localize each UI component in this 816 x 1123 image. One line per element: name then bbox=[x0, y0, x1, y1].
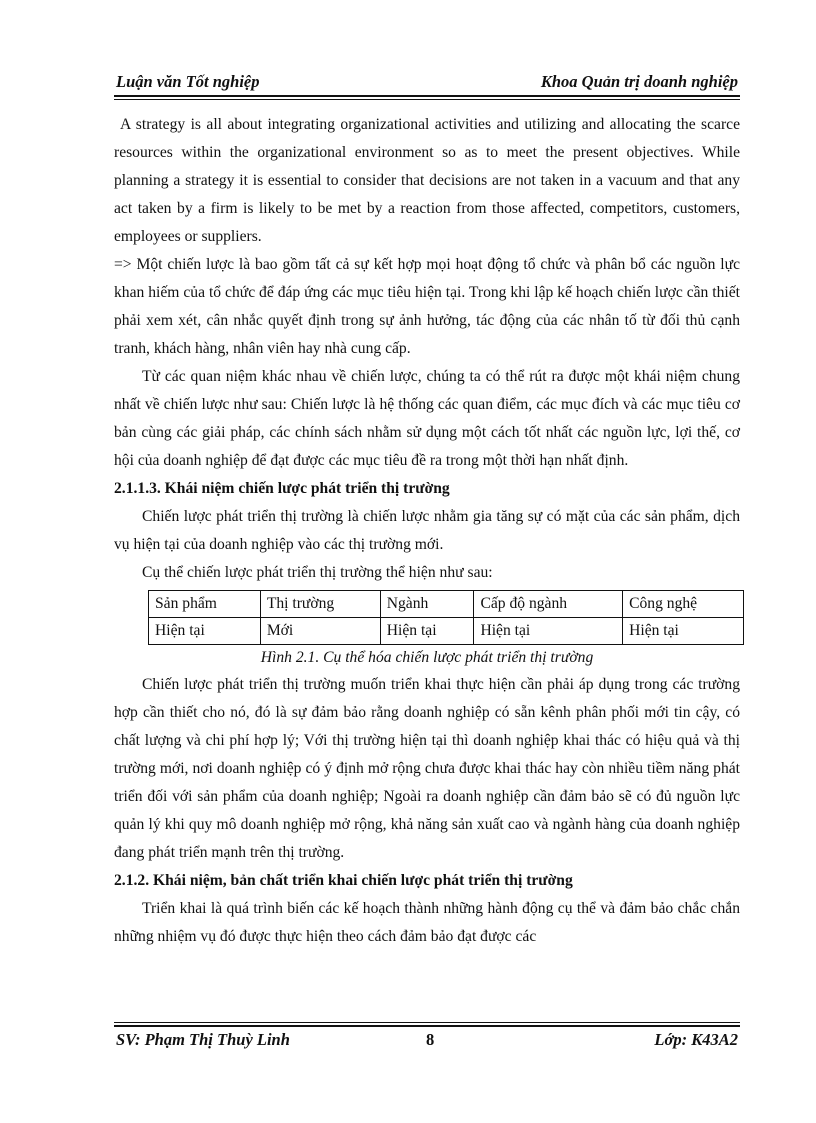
page-footer bbox=[114, 1030, 740, 1054]
table-cell: Hiện tại bbox=[474, 618, 623, 645]
header-faculty-label: Khoa Quản trị doanh nghiệp bbox=[540, 72, 738, 91]
page-number: 8 bbox=[426, 1030, 435, 1049]
paragraph-english-strategy: A strategy is all about integrating organizational activities and utilizing and allocating the scarce resources within the organizational environment so as to meet the present objectives. While planning a strategy it is essential to consider that decisions are not taken in a vacuum and that any act taken by a firm is likely to be met by a reaction from those affected, competitors, customers, employees or suppliers. bbox=[114, 116, 740, 245]
table-cell: Hiện tại bbox=[380, 618, 474, 645]
section-heading-2-1-1-3: 2.1.1.3. Khái niệm chiến lược phát triển thị trường bbox=[114, 480, 450, 497]
paragraph-strategy-translation: => Một chiến lược là bao gồm tất cả sự kết hợp mọi hoạt động tổ chức và phân bổ các nguồn lực khan hiếm của tổ chức để đáp ứng các mục tiêu hiện tại. Trong khi lập kế hoạch chiến lược cần thiết phải xem xét, cân nhắc quyết định trong sự ảnh hưởng, tác động của các nhân tố từ đối thủ cạnh tranh, khách hàng, nhân viên hay nhà cung cấp. bbox=[114, 256, 740, 357]
footer-rule bbox=[114, 1025, 740, 1027]
strategy-table bbox=[148, 590, 744, 645]
paragraph-conditions: Chiến lược phát triển thị trường muốn triển khai thực hiện cần phải áp dụng trong các trường hợp cần thiết cho nó, đó là sự đảm bảo rằng doanh nghiệp có sẵn kênh phân phối mới tin cậy, có chất lượng và chi phí hợp lý; Với thị trường hiện tại thì doanh nghiệp khai thác có hiệu quả và thị trường mới, nơi doanh nghiệp có ý định mở rộng chưa được khai thác hay còn nhiều tiềm năng phát triển đối với sản phẩm của doanh nghiệp; Ngoài ra doanh nghiệp cần đảm bảo sẽ có đủ nguồn lực quản lý khi quy mô doanh nghiệp mở rộng, khả năng sản xuất cao và ngành hàng của doanh nghiệp đang phát triển mạnh trên thị trường. bbox=[114, 676, 740, 861]
footer-class-label: Lớp: K43A2 bbox=[654, 1030, 738, 1049]
table-row bbox=[149, 618, 744, 645]
table-cell: Hiện tại bbox=[623, 618, 744, 645]
header-rule-thin bbox=[114, 99, 740, 100]
header-thesis-label: Luận văn Tốt nghiệp bbox=[116, 72, 260, 91]
paragraph-market-development: Chiến lược phát triển thị trường là chiến lược nhằm gia tăng sự có mặt của các sản phẩm, dịch vụ hiện tại của doanh nghiệp vào các thị trường mới. bbox=[114, 508, 740, 553]
figure-caption: Hình 2.1. Cụ thể hóa chiến lược phát triển thị trường bbox=[260, 649, 594, 666]
footer-student-name: SV: Phạm Thị Thuỳ Linh bbox=[116, 1030, 290, 1049]
header-rule bbox=[114, 95, 740, 97]
table-cell: Hiện tại bbox=[149, 618, 261, 645]
page-body bbox=[114, 111, 740, 951]
page-header bbox=[114, 70, 740, 94]
table-header-cell: Thị trường bbox=[260, 591, 380, 618]
table-header-cell: Ngành bbox=[380, 591, 474, 618]
section-heading-2-1-2: 2.1.2. Khái niệm, bản chất triển khai chiến lược phát triển thị trường bbox=[114, 872, 573, 889]
table-header-cell: Sản phẩm bbox=[149, 591, 261, 618]
table-header-row bbox=[149, 591, 744, 618]
table-header-cell: Công nghệ bbox=[623, 591, 744, 618]
paragraph-implementation: Triển khai là quá trình biến các kế hoạch thành những hành động cụ thể và đảm bảo chắc chắn những nhiệm vụ đó được thực hiện theo cách đảm bảo đạt được các bbox=[114, 900, 740, 945]
table-header-cell: Cấp độ ngành bbox=[474, 591, 623, 618]
table-cell: Mới bbox=[260, 618, 380, 645]
paragraph-table-intro: Cụ thể chiến lược phát triển thị trường thể hiện như sau: bbox=[142, 564, 493, 581]
paragraph-strategy-definition: Từ các quan niệm khác nhau về chiến lược, chúng ta có thể rút ra được một khái niệm chung nhất về chiến lược như sau: Chiến lược là hệ thống các quan điểm, các mục đích và các mục tiêu cơ bản cùng các giải pháp, các chính sách nhằm sử dụng một cách tốt nhất các nguồn lực, lợi thế, cơ hội của doanh nghiệp để đạt được các mục tiêu đề ra trong một thời hạn nhất định. bbox=[114, 368, 740, 469]
footer-rule-thin bbox=[114, 1022, 740, 1023]
